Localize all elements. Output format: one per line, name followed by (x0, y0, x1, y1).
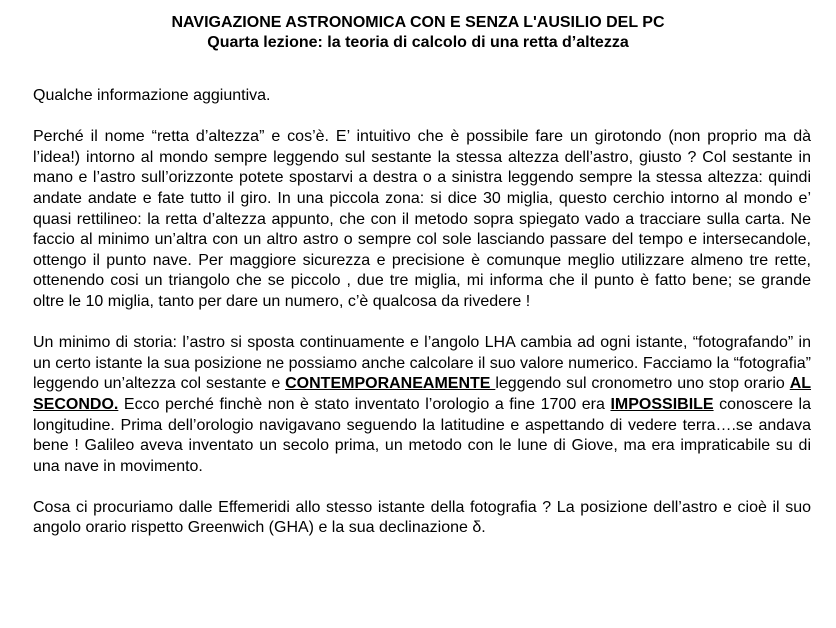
document-subtitle: Quarta lezione: la teoria di calcolo di una retta d’altezza (207, 34, 629, 51)
emphasis-impossibile: IMPOSSIBILE (610, 395, 714, 413)
paragraph-storia-text-4: conoscere la longitudine. Prima dell’orologio navigavano seguendo la latitudine e aspettando di vedere terra….se andava bene ! Galileo aveva inventato un secolo prima, un metodo con le lune di Giove, ma era impraticabile su di una nave in movimento. (33, 395, 811, 475)
paragraph-storia-text-3: Ecco perché finchè non è stato inventato l’orologio a fine 1700 era (118, 395, 611, 413)
paragraph-effemeridi: Cosa ci procuriamo dalle Effemeridi allo stesso istante della fotografia ? La posizione dell’astro e cioè il suo angolo orario rispetto Greenwich (GHA) e la sua declinazione δ. (33, 498, 811, 537)
paragraph-retta-altezza: Perché il nome “retta d’altezza” e cos’è. E’ intuitivo che è possibile fare un girotondo (non proprio ma dà l’idea!) intorno al mondo sempre leggendo sul sestante la stessa altezza dell’astro, giusto ? Col sestante in mano e l’astro sull’orizzonte potete spostarvi a destra o a sinistra leggendo sempre la stessa altezza: quindi andate andate e fate tutto il giro. In una piccola zona: si dice 30 miglia, questo cerchio intorno al mondo e’ quasi rettilineo: la retta d’altezza appunto, che con il metodo sopra spiegato vado a tracciare sulla carta. Ne faccio al minimo un’altra con un altro astro o sempre col sole lasciando passare del tempo e intersecandole, ottengo il punto nave. Per maggiore sicurezza e precisione è comunque meglio utilizzare almeno tre rette, ottenendo cosi un triangolo che se piccolo , due tre miglia, mi informa che il punto è fatto bene; se grande oltre le 10 miglia, tanto per dare un numero, c’è qualcosa da rivedere ! (33, 128, 811, 310)
document-body (33, 86, 811, 539)
document-title: NAVIGAZIONE ASTRONOMICA CON E SENZA L'AUSILIO DEL PC (171, 14, 665, 31)
intro-line: Qualche informazione aggiuntiva. (33, 87, 271, 104)
document-header (0, 13, 836, 53)
paragraph-storia (33, 333, 811, 477)
paragraph-storia-text-2: leggendo sul cronometro uno stop orario (495, 375, 790, 393)
paragraph-storia-text-1: Un minimo di storia: l’astro si sposta continuamente e l’angolo LHA cambia ad ogni istante, “fotografando” in un certo istante la sua posizione ne possiamo anche calcolare il suo valore numerico. Facciamo la “fotografia” leggendo un’altezza col sestante e (33, 334, 811, 393)
emphasis-contemporaneamente: CONTEMPORANEAMENTE (285, 375, 496, 393)
emphasis-al-secondo: AL SECONDO. (33, 375, 812, 413)
